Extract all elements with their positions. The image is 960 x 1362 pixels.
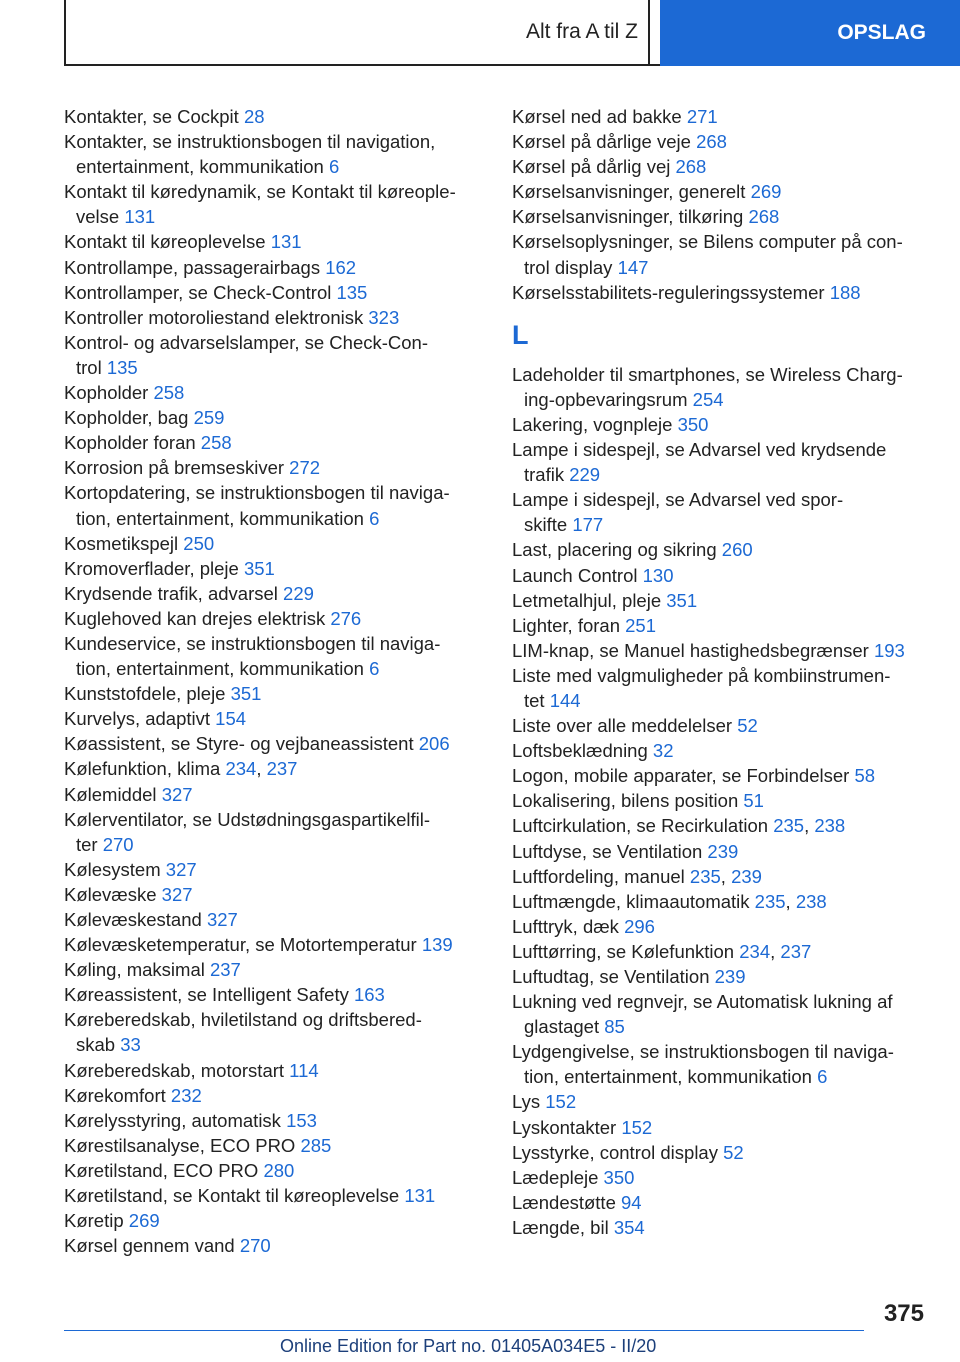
page-ref-link[interactable]: 232 (170, 1084, 202, 1106)
index-entry (64, 1058, 484, 1083)
entry-term: Kørsel på dårlig vej (512, 156, 671, 178)
page-ref-link[interactable]: 327 (165, 858, 197, 880)
index-entry (512, 839, 932, 864)
entry-term: Køreberedskab, motorstart (64, 1059, 285, 1081)
entry-term: Kølevæsketemperatur, se Motortemperatur (64, 934, 417, 956)
entry-term: Kølevæske (64, 883, 157, 905)
page-ref-link[interactable]: 206 (418, 733, 450, 755)
index-entry (512, 179, 932, 204)
page-ref-link[interactable]: 234 (225, 758, 257, 780)
footer-text: Online Edition for Part no. 01405A034E5 - II/20 (280, 1336, 657, 1356)
page-ref-link[interactable]: 229 (569, 464, 601, 486)
entry-term: Luftudtag, se Ventilation (512, 966, 710, 987)
entry-term: Liste med valgmuligheder på kombiinstrumen- (512, 664, 891, 686)
entry-term: Kontrol- og advarselslamper, se Check-Con- (64, 331, 428, 353)
index-entry (64, 255, 484, 280)
entry-term: Lyskontakter (512, 1116, 617, 1138)
entry-term: Køretilstand, se Kontakt til køreoplevelse (64, 1185, 400, 1207)
index-entry (64, 907, 484, 932)
entry-term: Lændestøtte (512, 1191, 616, 1213)
entry-term: Lufttryk, dæk (512, 915, 619, 937)
index-entry (64, 1208, 484, 1233)
index-entry (512, 154, 932, 179)
page-ref-link[interactable]: 162 (325, 256, 357, 278)
entry-term: Kølefunktion, klima (64, 758, 221, 780)
footer-rule (64, 1330, 864, 1331)
entry-term: Kørselsanvisninger, generelt (512, 181, 746, 203)
entry-term: Lampe i sidespejl, se Advarsel ved spor- (512, 489, 844, 511)
index-entry (64, 782, 484, 807)
index-entry (512, 588, 932, 613)
index-entry (64, 731, 484, 756)
index-entry: Kølefunktion, klima 234, 237 (64, 758, 298, 780)
index-entry (64, 229, 484, 254)
page-ref-link[interactable]: 351 (666, 589, 698, 611)
page-ref-link[interactable]: 327 (161, 783, 193, 805)
page-ref-link[interactable]: 28 (243, 106, 265, 127)
entry-term-continued: skab (76, 1034, 116, 1056)
index-entry (64, 129, 484, 179)
page-ref-link[interactable]: 350 (677, 413, 709, 435)
entry-term-continued: glastaget (524, 1016, 600, 1038)
page-ref-link[interactable]: 163 (353, 984, 385, 1006)
header-left-border (64, 0, 66, 66)
index-entry (512, 713, 932, 738)
entry-term: Køretip (64, 1210, 124, 1232)
page-ref-link[interactable]: 154 (215, 708, 247, 730)
index-entry (64, 857, 484, 882)
index-entry (512, 280, 932, 305)
page-ref-link[interactable]: 250 (183, 532, 215, 554)
page-ref-link[interactable]: 135 (336, 281, 368, 303)
index-entry (64, 104, 484, 129)
entry-term-continued: tet (524, 689, 545, 711)
page-ref-link[interactable]: 153 (286, 1109, 317, 1131)
index-entry (64, 1183, 484, 1208)
page-ref-link[interactable]: 258 (153, 382, 185, 404)
entry-term: Lampe i sidespejl, se Advarsel ved krydsende (512, 439, 887, 461)
index-entry (512, 1140, 932, 1165)
entry-term: Kontakt til køreoplevelse (64, 231, 266, 253)
entry-term-continued: tion, entertainment, kommunikation (76, 658, 364, 680)
index-entry (512, 229, 932, 279)
page-ref-link[interactable]: 238 (795, 890, 827, 912)
index-list-right-top (512, 104, 932, 305)
entry-term: Kørselsanvisninger, tilkøring (512, 206, 744, 228)
page-ref-link[interactable]: 327 (206, 909, 238, 930)
page-ref-link[interactable]: 131 (404, 1185, 436, 1207)
page-ref-link[interactable]: 94 (621, 1191, 642, 1213)
page-ref-link[interactable]: 258 (200, 432, 232, 454)
page-ref-link[interactable]: 269 (128, 1210, 160, 1232)
tab-opslag[interactable]: OPSLAG (660, 0, 960, 66)
entry-term: Kølemiddel (64, 783, 157, 805)
page-ref-link[interactable]: 152 (545, 1091, 577, 1113)
page-ref-link[interactable]: 239 (731, 865, 762, 887)
index-entry (512, 487, 932, 537)
page-ref-link[interactable]: 6 (328, 156, 340, 178)
entry-term-continued: tion, entertainment, kommunikation (524, 1066, 812, 1088)
index-entry (512, 663, 932, 713)
index-entry (512, 104, 932, 129)
page-ref-link[interactable]: 188 (829, 281, 861, 303)
page-ref-link[interactable]: 351 (243, 557, 275, 579)
index-entry (512, 964, 932, 989)
entry-term: Kørselsstabilitets-reguleringssystemer (512, 281, 825, 303)
entry-term: Længde, bil (512, 1216, 609, 1238)
entry-term: Kundeservice, se instruktionsbogen til naviga- (64, 632, 441, 654)
page-ref-link[interactable]: 58 (854, 765, 876, 787)
page-ref-link[interactable]: 135 (106, 356, 138, 378)
page-ref-link[interactable]: 272 (289, 457, 321, 479)
entry-term: Kørsel på dårlige veje (512, 131, 691, 153)
index-entry (512, 1039, 932, 1089)
page-ref-link[interactable]: 52 (737, 715, 758, 737)
entry-term: Lukning ved regnvejr, se Automatisk lukning af (512, 991, 893, 1013)
index-entry: Luftmængde, klimaautomatik 235, 238 (512, 890, 827, 912)
entry-term: Kortopdatering, se instruktionsbogen til naviga- (64, 482, 450, 504)
index-entry (512, 204, 932, 229)
entry-term: Kørestilsanalyse, ECO PRO (64, 1134, 296, 1156)
index-entry (64, 179, 484, 229)
entry-term: Køretilstand, ECO PRO (64, 1159, 259, 1181)
entry-term: Liste over alle meddelelser (512, 715, 733, 737)
entry-term: Kølevæskestand (64, 909, 202, 930)
index-entry (64, 305, 484, 330)
entry-term: Kopholder foran (64, 432, 196, 454)
index-entry (64, 380, 484, 405)
index-entry (512, 638, 932, 663)
entry-term: Luftmængde, klimaautomatik (512, 890, 750, 912)
index-entry (512, 914, 932, 939)
entry-term-continued: tion, entertainment, kommunikation (76, 507, 364, 529)
index-entry (512, 537, 932, 562)
entry-term-continued: trol (76, 356, 102, 378)
page-ref-link[interactable]: 114 (289, 1059, 319, 1081)
page-ref-link[interactable]: 327 (161, 883, 193, 905)
index-entry (64, 581, 484, 606)
header-divider (648, 0, 650, 66)
index-entry (512, 129, 932, 154)
entry-term: Loftsbeklædning (512, 740, 648, 762)
entry-term: Luftdyse, se Ventilation (512, 840, 703, 862)
page-ref-link[interactable]: 259 (193, 407, 225, 429)
page-ref-link[interactable]: 131 (270, 231, 302, 253)
page-ref-link[interactable]: 239 (707, 840, 739, 862)
page-ref-link[interactable]: 130 (642, 564, 674, 586)
entry-term: Kopholder (64, 382, 149, 404)
entry-term: Kørekomfort (64, 1084, 166, 1106)
entry-term-continued: trol display (524, 256, 613, 278)
page-ref-link[interactable]: 276 (330, 607, 362, 629)
index-entry (512, 563, 932, 588)
index-entry (512, 763, 932, 788)
entry-term: Kørsel ned ad bakke (512, 106, 682, 127)
index-entry (64, 932, 484, 957)
entry-term: Kuglehoved kan drejes elektrisk (64, 607, 326, 629)
entry-term-continued: entertainment, kommunikation (76, 156, 324, 178)
entry-term: Luftcirkulation, se Recirkulation (512, 815, 769, 837)
index-entry (64, 606, 484, 631)
page-ref-link[interactable]: 350 (603, 1166, 635, 1188)
index-entry (64, 681, 484, 706)
index-column-right (512, 104, 932, 1240)
page-ref-link[interactable]: 32 (652, 740, 674, 762)
index-entry (512, 738, 932, 763)
entry-term: Kopholder, bag (64, 407, 189, 429)
index-entry (64, 957, 484, 982)
index-list-right-bottom (512, 362, 932, 1240)
entry-term: Køreassistent, se Intelligent Safety (64, 984, 349, 1006)
entry-term: Last, placering og sikring (512, 539, 717, 561)
page-ref-link[interactable]: 238 (814, 815, 846, 837)
entry-term: Lædepleje (512, 1166, 599, 1188)
page-ref-link[interactable]: 351 (230, 683, 262, 705)
index-entry (64, 455, 484, 480)
entry-term-continued: trafik (524, 464, 565, 486)
index-entry (64, 1233, 484, 1258)
index-entry (64, 330, 484, 380)
entry-term: LIM-knap, se Manuel hastighedsbegrænser (512, 639, 869, 661)
page-ref-link[interactable]: 234 (739, 940, 771, 962)
page-ref-link[interactable]: 177 (572, 514, 604, 536)
entry-term: Køreberedskab, hviletilstand og driftsbered- (64, 1009, 422, 1031)
page-ref-link[interactable]: 6 (369, 507, 380, 529)
entry-term: Lokalisering, bilens position (512, 790, 739, 812)
page-ref-link[interactable]: 33 (120, 1034, 141, 1056)
index-entry (512, 1190, 932, 1215)
entry-term: Kontrollamper, se Check-Control (64, 281, 332, 303)
index-entry (512, 437, 932, 487)
entry-term: Krydsende trafik, advarsel (64, 582, 278, 604)
page-ref-link[interactable]: 131 (124, 206, 156, 228)
page-ref-link[interactable]: 229 (283, 582, 314, 604)
index-entry (64, 706, 484, 731)
page-ref-link[interactable]: 270 (102, 833, 134, 855)
page-ref-link[interactable]: 237 (209, 959, 241, 981)
page-ref-link[interactable]: 239 (714, 966, 746, 987)
index-entry (512, 989, 932, 1039)
page-ref-link[interactable]: 85 (604, 1016, 625, 1038)
entry-term-continued: ter (76, 833, 98, 855)
section-letter: L (512, 319, 529, 350)
page-ref-link[interactable]: 237 (780, 940, 812, 962)
index-entry (64, 1083, 484, 1108)
index-entry (64, 280, 484, 305)
page-number: 375 (883, 1300, 924, 1327)
index-entry (512, 362, 932, 412)
entry-term: Launch Control (512, 564, 638, 586)
index-entry (64, 556, 484, 581)
page-ref-link[interactable]: 268 (748, 206, 780, 228)
page-ref-link[interactable]: 323 (368, 306, 400, 328)
page-ref-link[interactable]: 235 (754, 890, 786, 912)
entry-term-continued: velse (76, 206, 120, 228)
page-ref-link[interactable]: 354 (613, 1216, 645, 1238)
page-ref-link[interactable]: 51 (743, 790, 764, 812)
entry-term: Kørsel gennem vand (64, 1235, 235, 1257)
index-entry (64, 807, 484, 857)
index-entry: Luftcirkulation, se Recirkulation 235, 238 (512, 815, 846, 837)
index-entry (512, 412, 932, 437)
page-ref-link[interactable]: 144 (549, 689, 581, 711)
index-entry (512, 613, 932, 638)
entry-term: Kølesystem (64, 858, 161, 880)
page-ref-link[interactable]: 251 (625, 614, 657, 636)
page-ref-link[interactable]: 271 (686, 106, 718, 127)
entry-term: Lighter, foran (512, 614, 620, 636)
page-ref-link[interactable]: 268 (696, 131, 727, 153)
index-entry (64, 531, 484, 556)
entry-term: Kørselsoplysninger, se Bilens computer på con- (512, 231, 903, 253)
index-entry (512, 1165, 932, 1190)
entry-term: Lydgengivelse, se instruktionsbogen til naviga- (512, 1041, 894, 1063)
page-ref-link[interactable]: 139 (421, 934, 453, 956)
page-ref-link[interactable]: 260 (721, 539, 753, 561)
entry-term: Korrosion på bremseskiver (64, 457, 285, 479)
index-entry: Lufttørring, se Kølefunktion 234, 237 (512, 940, 812, 962)
page-ref-link[interactable]: 147 (617, 256, 649, 278)
page-ref-link[interactable]: 6 (369, 658, 380, 680)
page-ref-link[interactable]: 268 (675, 156, 707, 178)
page-ref-link[interactable]: 152 (621, 1116, 653, 1138)
entry-term: Kontrollampe, passagerairbags (64, 256, 321, 278)
section-title: Alt fra A til Z (525, 20, 638, 43)
entry-term: Letmetalhjul, pleje (512, 589, 662, 611)
index-entry (64, 1108, 484, 1133)
index-entry (512, 1215, 932, 1240)
entry-term: Kontakter, se Cockpit (64, 106, 239, 127)
index-column-left (64, 104, 484, 1258)
entry-term: Lysstyrke, control display (512, 1141, 718, 1163)
entry-term: Luftfordeling, manuel (512, 865, 685, 887)
page-ref-link[interactable]: 269 (750, 181, 782, 203)
page-ref-link[interactable]: 280 (263, 1159, 295, 1181)
entry-term: Kunststofdele, pleje (64, 683, 226, 705)
page-ref-link[interactable]: 254 (692, 388, 724, 410)
index-entry (512, 788, 932, 813)
entry-term: Køassistent, se Styre- og vejbaneassistent (64, 733, 414, 755)
entry-term: Kontroller motoroliestand elektronisk (64, 306, 364, 328)
index-entry (64, 631, 484, 681)
entry-term-continued: skifte (524, 514, 568, 536)
index-entry (64, 882, 484, 907)
page-ref-link[interactable]: 235 (773, 815, 805, 837)
entry-term: Kontakter, se instruktionsbogen til navigation, (64, 131, 436, 153)
page-ref-link[interactable]: 6 (817, 1066, 828, 1088)
entry-term: Lufttørring, se Kølefunktion (512, 940, 735, 962)
entry-term: Logon, mobile apparater, se Forbindelser (512, 765, 850, 787)
entry-term: Ladeholder til smartphones, se Wireless Charg- (512, 363, 903, 385)
page-ref-link[interactable]: 270 (239, 1235, 271, 1257)
entry-term-continued: ing-opbevaringsrum (524, 388, 688, 410)
page-ref-link[interactable]: 296 (624, 915, 655, 937)
index-entry (64, 480, 484, 530)
index-entry (512, 1115, 932, 1140)
entry-term: Kromoverflader, pleje (64, 557, 239, 579)
entry-term: Kosmetikspejl (64, 532, 179, 554)
index-entry: Luftfordeling, manuel 235, 239 (512, 865, 762, 887)
index-entry (64, 982, 484, 1007)
page-ref-link[interactable]: 235 (689, 865, 721, 887)
page-ref-link[interactable]: 285 (300, 1134, 332, 1156)
page-ref-link[interactable]: 193 (873, 639, 905, 661)
index-entry (64, 1007, 484, 1057)
index-entry (64, 1133, 484, 1158)
entry-term: Kurvelys, adaptivt (64, 708, 211, 730)
page-ref-link[interactable]: 52 (723, 1141, 744, 1163)
header-rule (64, 64, 660, 66)
index-entry (512, 1089, 932, 1114)
entry-term: Lys (512, 1091, 541, 1113)
page-ref-link[interactable]: 237 (266, 758, 298, 780)
entry-term: Kørelysstyring, automatisk (64, 1109, 281, 1131)
entry-term: Kontakt til køredynamik, se Kontakt til køreople- (64, 181, 456, 203)
entry-term: Lakering, vognpleje (512, 413, 673, 435)
index-entry (64, 430, 484, 455)
index-entry (64, 1158, 484, 1183)
entry-term: Køling, maksimal (64, 959, 205, 981)
entry-term: Kølerventilator, se Udstødningsgaspartikelfil- (64, 808, 431, 830)
index-entry (64, 405, 484, 430)
